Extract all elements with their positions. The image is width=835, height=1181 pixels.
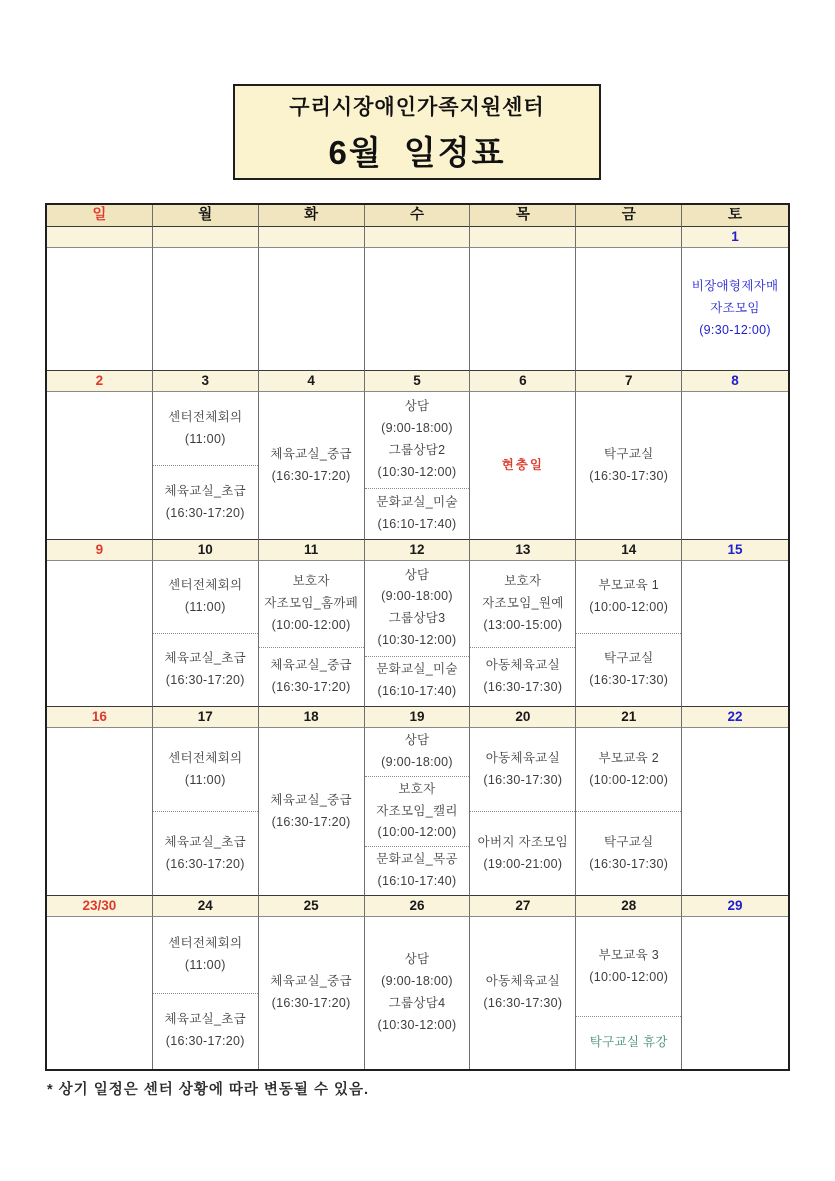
- calendar-table: [45, 203, 790, 1071]
- event-text: (16:10-17:40): [377, 517, 457, 531]
- event-block: [470, 728, 575, 811]
- day-header-tue: 화: [259, 205, 365, 227]
- event-block: [576, 561, 681, 633]
- event-block: [365, 917, 470, 1069]
- event-text: (13:00-15:00): [483, 617, 563, 632]
- date-label: 15: [682, 540, 788, 561]
- date-label: 10: [153, 540, 259, 561]
- event-text: 체육교실_초급: [164, 651, 247, 666]
- date-label: 17: [153, 707, 259, 728]
- event-text: 센터전체회의: [168, 750, 243, 765]
- date-label: 2: [47, 371, 153, 392]
- day-header-thu: 목: [470, 205, 576, 227]
- calendar-cell: [682, 728, 788, 896]
- event-text: 체육교실_초급: [164, 834, 247, 849]
- event-block: [470, 561, 575, 647]
- event-text: 체육교실_중급: [270, 657, 352, 672]
- date-label: [470, 227, 576, 248]
- event-text: 자조모임_원예: [482, 595, 564, 610]
- date-label: 18: [259, 707, 365, 728]
- calendar-cell: [576, 248, 682, 371]
- calendar-cell: [153, 561, 259, 707]
- calendar-cell: [47, 248, 153, 371]
- event-text: 체육교실_중급: [270, 974, 352, 989]
- event-block: [576, 1016, 681, 1069]
- calendar-cell: [47, 917, 153, 1069]
- event-text: 아버지 자조모임: [477, 834, 569, 849]
- calendar-cell: [259, 392, 365, 540]
- event-text: 체육교실_초급: [164, 483, 247, 498]
- event-text: (10:00-12:00): [589, 772, 669, 787]
- event-block: [259, 392, 364, 539]
- event-text: 탁구교실: [603, 446, 654, 461]
- event-text: 자조모임: [710, 301, 760, 316]
- event-text: (16:30-17:20): [165, 856, 245, 871]
- event-text: 문화교실_목공: [376, 852, 458, 867]
- event-text: (9:00-18:00): [381, 754, 453, 769]
- event-text: 체육교실_중급: [270, 792, 352, 807]
- event-text: 자조모임_홈까페: [264, 595, 359, 610]
- event-text: (16:30-17:30): [589, 673, 669, 687]
- event-block: [365, 776, 470, 847]
- week-1-content-row: [47, 248, 788, 371]
- event-block: [470, 647, 575, 706]
- event-text: 탁구교실 휴강: [589, 1035, 668, 1050]
- event-text: 보호자: [504, 573, 542, 588]
- event-text: 아동체육교실: [485, 657, 560, 672]
- day-header-wed: 수: [365, 205, 471, 227]
- event-text: 문화교실_미술: [376, 495, 458, 510]
- event-text: 그룹상담4: [388, 996, 446, 1010]
- event-text: (16:30-17:20): [271, 679, 351, 694]
- date-label: 22: [682, 707, 788, 728]
- event-text: (9:00-18:00): [381, 589, 453, 604]
- week-5-date-row: [47, 896, 788, 917]
- calendar-cell: [47, 561, 153, 707]
- event-text: (10:30-12:00): [377, 464, 457, 479]
- event-text: 상담: [404, 952, 430, 967]
- calendar-cell: [576, 392, 682, 540]
- week-5-content-row: [47, 917, 788, 1069]
- date-label: 9: [47, 540, 153, 561]
- date-label: 12: [365, 540, 471, 561]
- calendar-cell: [682, 561, 788, 707]
- date-label: 16: [47, 707, 153, 728]
- calendar-cell: [365, 917, 471, 1069]
- event-text: (10:00-12:00): [377, 825, 457, 840]
- event-text: (16:30-17:20): [165, 1034, 245, 1049]
- week-1-date-row: [47, 227, 788, 248]
- event-block: [365, 561, 470, 656]
- week-2-date-row: [47, 371, 788, 392]
- event-block: [153, 633, 258, 706]
- event-block: [259, 728, 364, 895]
- event-text: (9:00-18:00): [381, 421, 453, 436]
- event-block: [365, 846, 470, 895]
- event-text: (16:10-17:40): [377, 874, 457, 889]
- event-block: [365, 488, 470, 539]
- event-text: (16:30-17:30): [589, 468, 669, 483]
- event-block: [153, 993, 258, 1070]
- event-text: (10:30-12:00): [377, 1017, 457, 1032]
- event-text: (16:30-17:20): [165, 673, 245, 687]
- event-text: 현충일: [501, 457, 544, 472]
- event-block: [259, 917, 364, 1069]
- date-label: 1: [682, 227, 788, 248]
- event-block: [153, 917, 258, 993]
- event-text: (10:30-12:00): [377, 633, 457, 648]
- event-text: (9:30-12:00): [699, 322, 771, 337]
- org-title: 구리시장애인가족지원센터: [289, 95, 545, 119]
- day-header-fri: 금: [576, 205, 682, 227]
- calendar-cell: [47, 728, 153, 896]
- event-block: [470, 811, 575, 895]
- event-text: (16:30-17:20): [271, 468, 351, 483]
- day-header-sat: 토: [682, 205, 788, 227]
- event-text: (16:10-17:40): [377, 684, 457, 699]
- date-label: 8: [682, 371, 788, 392]
- event-text: (16:30-17:30): [483, 996, 563, 1010]
- event-block: [576, 811, 681, 895]
- calendar-cell: [576, 561, 682, 707]
- event-text: (10:00-12:00): [589, 600, 669, 614]
- title-box: [233, 84, 601, 180]
- calendar-cell: [47, 392, 153, 540]
- event-text: 자조모임_캘리: [376, 803, 458, 818]
- calendar-cell: [259, 561, 365, 707]
- calendar-cell: [153, 728, 259, 896]
- calendar-cell: [153, 392, 259, 540]
- date-label: 14: [576, 540, 682, 561]
- week-4-date-row: [47, 707, 788, 728]
- event-block: [153, 811, 258, 895]
- calendar-cell: [365, 248, 471, 371]
- calendar-cell: [259, 248, 365, 371]
- event-text: 상담: [404, 732, 430, 747]
- event-block: [153, 728, 258, 811]
- event-text: 센터전체회의: [168, 409, 243, 424]
- week-2-content-row: [47, 392, 788, 540]
- event-text: (16:30-17:30): [483, 772, 563, 787]
- date-label: 27: [470, 896, 576, 917]
- event-text: (11:00): [184, 957, 226, 972]
- event-block: [576, 633, 681, 706]
- event-text: 부모교육 2: [598, 750, 659, 765]
- event-block: [259, 561, 364, 647]
- calendar-cell: [470, 728, 576, 896]
- event-block: [470, 917, 575, 1069]
- event-text: 체육교실_초급: [164, 1012, 247, 1027]
- event-text: 아동체육교실: [485, 750, 560, 765]
- date-label: 13: [470, 540, 576, 561]
- event-text: 아동체육교실: [485, 974, 560, 989]
- date-label: [576, 227, 682, 248]
- event-text: 그룹상담2: [388, 443, 446, 457]
- event-text: 부모교육 1: [598, 578, 659, 593]
- date-label: [365, 227, 471, 248]
- event-text: (11:00): [184, 431, 226, 446]
- event-text: (10:00-12:00): [589, 969, 669, 984]
- event-block: [576, 917, 681, 1016]
- date-label: 19: [365, 707, 471, 728]
- event-text: 보호자: [398, 781, 436, 796]
- week-3-date-row: [47, 540, 788, 561]
- page-title: 6월 일정표: [328, 133, 506, 171]
- event-text: (16:30-17:20): [271, 996, 351, 1010]
- event-text: 센터전체회의: [168, 578, 243, 593]
- event-text: (11:00): [184, 772, 226, 787]
- event-text: (10:00-12:00): [271, 617, 351, 632]
- date-label: 4: [259, 371, 365, 392]
- date-label: 29: [682, 896, 788, 917]
- event-block: [153, 392, 258, 465]
- date-label: 6: [470, 371, 576, 392]
- calendar-cell: [153, 248, 259, 371]
- date-label: 23/30: [47, 896, 153, 917]
- event-block: [365, 728, 470, 776]
- calendar-cell: [259, 728, 365, 896]
- date-label: [153, 227, 259, 248]
- event-text: 문화교실_미술: [376, 662, 458, 677]
- calendar-cell: [365, 728, 471, 896]
- calendar-cell: [470, 392, 576, 540]
- date-label: 3: [153, 371, 259, 392]
- date-label: 20: [470, 707, 576, 728]
- event-block: [365, 392, 470, 488]
- calendar-header-row: [47, 205, 788, 227]
- calendar-cell: [153, 917, 259, 1069]
- event-text: 상담: [404, 399, 430, 414]
- event-text: (19:00-21:00): [483, 856, 563, 871]
- date-label: 5: [365, 371, 471, 392]
- calendar-cell: [365, 392, 471, 540]
- calendar-cell: [365, 561, 471, 707]
- event-text: 탁구교실: [603, 834, 654, 849]
- event-text: (16:30-17:20): [271, 814, 351, 829]
- date-label: 28: [576, 896, 682, 917]
- event-text: 비장애형제자매: [691, 279, 779, 294]
- event-text: 보호자: [292, 573, 330, 588]
- day-header-mon: 월: [153, 205, 259, 227]
- date-label: 24: [153, 896, 259, 917]
- event-block: [576, 392, 681, 539]
- event-block: [365, 656, 470, 706]
- date-label: 11: [259, 540, 365, 561]
- day-header-sun: 일: [47, 205, 153, 227]
- date-label: 25: [259, 896, 365, 917]
- footnote: * 상기 일정은 센터 상황에 따라 변동될 수 있음.: [47, 1082, 370, 1098]
- event-text: (16:30-17:30): [483, 679, 563, 694]
- event-text: (16:30-17:30): [589, 856, 669, 871]
- calendar-cell: [470, 561, 576, 707]
- calendar-cell: [470, 248, 576, 371]
- calendar-body: [47, 227, 788, 1069]
- event-block: [576, 728, 681, 811]
- date-label: 26: [365, 896, 471, 917]
- event-text: 그룹상담3: [388, 611, 446, 626]
- week-3-content-row: [47, 561, 788, 707]
- date-label: [47, 227, 153, 248]
- event-text: (11:00): [184, 600, 226, 614]
- calendar-cell: [259, 917, 365, 1069]
- calendar-cell: [470, 917, 576, 1069]
- calendar-cell: [576, 728, 682, 896]
- event-text: 상담: [404, 567, 430, 582]
- event-text: 탁구교실: [603, 651, 654, 666]
- calendar-cell: [682, 392, 788, 540]
- event-block: [259, 647, 364, 706]
- event-block: [153, 465, 258, 539]
- event-text: 체육교실_중급: [270, 446, 352, 461]
- event-text: (9:00-18:00): [381, 974, 453, 989]
- date-label: [259, 227, 365, 248]
- event-text: 부모교육 3: [598, 947, 659, 962]
- week-4-content-row: [47, 728, 788, 896]
- event-block: [682, 248, 788, 370]
- event-text: 센터전체회의: [168, 935, 243, 950]
- calendar-cell: [682, 248, 788, 371]
- event-block: [153, 561, 258, 633]
- calendar-cell: [682, 917, 788, 1069]
- date-label: 21: [576, 707, 682, 728]
- event-block: [470, 392, 575, 539]
- event-text: (16:30-17:20): [165, 505, 245, 520]
- calendar-cell: [576, 917, 682, 1069]
- date-label: 7: [576, 371, 682, 392]
